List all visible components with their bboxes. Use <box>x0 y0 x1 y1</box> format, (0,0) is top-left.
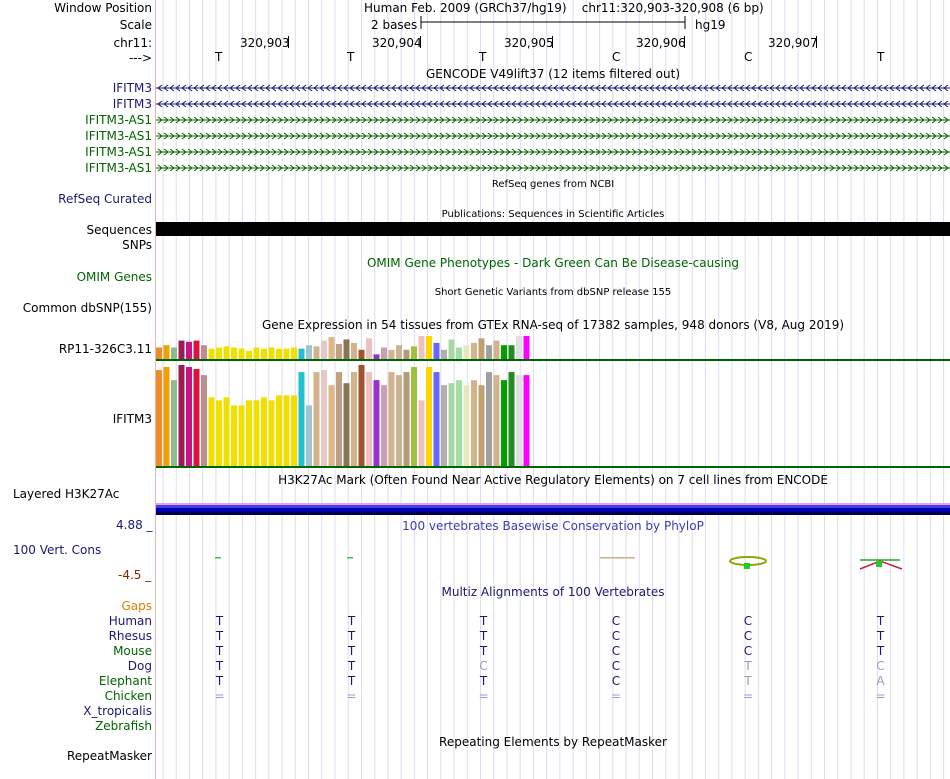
multiz-base: T <box>215 629 224 643</box>
gtex-tissue-bar <box>464 345 470 359</box>
multiz-base: C <box>611 644 621 658</box>
gtex-tissue-bar <box>366 372 372 466</box>
gtex-tissue-bar <box>201 345 207 359</box>
gtex-tissue-bar <box>479 338 485 359</box>
gtex-tissue-bar <box>276 395 282 466</box>
gtex-tissue-bar <box>374 380 380 466</box>
gtex-tissue-bar <box>186 367 192 466</box>
multiz-base: C <box>743 644 753 658</box>
gtex-tissue-bar <box>224 346 230 359</box>
multiz-base: C <box>611 629 621 643</box>
gtex-tissue-bar <box>449 339 455 359</box>
multiz-base: A <box>876 674 885 688</box>
gtex-tissue-bar <box>306 405 312 466</box>
gtex-tissue-bar <box>516 336 522 359</box>
gtex-tissue-bar <box>291 395 297 466</box>
multiz-base: T <box>215 674 224 688</box>
multiz-base: C <box>479 659 488 673</box>
multiz-base: = <box>610 689 622 703</box>
gtex-tissue-bar <box>276 349 282 359</box>
gtex-tissue-bar <box>426 367 432 466</box>
gtex-tissue-bar <box>246 400 252 466</box>
gtex-tissue-bar <box>336 372 342 466</box>
multiz-species-label[interactable]: Rhesus <box>108 629 152 643</box>
multiz-base: C <box>743 629 753 643</box>
phylop-score-mark <box>215 557 221 559</box>
multiz-base: = <box>214 689 225 703</box>
gtex-tissue-bar <box>509 345 515 359</box>
multiz-base: = <box>346 689 357 703</box>
phylop-score-mark <box>347 557 353 559</box>
h3k27ac-signal <box>156 503 950 505</box>
gencode-gene-label[interactable]: IFITM3-AS1 <box>85 145 152 159</box>
phylop-max-label: 4.88 _ <box>116 518 153 532</box>
gencode-gene-label[interactable]: IFITM3 <box>112 97 152 111</box>
publications-track-label[interactable]: Sequences <box>86 223 152 237</box>
ref-base: T <box>215 50 223 64</box>
gtex-tissue-bar <box>314 372 320 466</box>
gtex-tissue-bar <box>359 350 365 359</box>
gtex-tissue-bar <box>411 367 417 466</box>
gtex-tissue-bar <box>389 372 395 466</box>
chrom-label: chr11: <box>113 36 152 50</box>
multiz-base: = <box>478 689 489 703</box>
gtex-tissue-bar <box>179 341 185 359</box>
gtex-tissue-bar <box>194 341 200 359</box>
gtex-tissue-bar <box>209 397 215 466</box>
gtex-tissue-bar <box>299 372 305 466</box>
gtex-tissue-bar <box>509 372 515 466</box>
gtex-tissue-bar <box>314 346 320 359</box>
gtex-tissue-bar <box>471 343 477 359</box>
multiz-base: = <box>742 689 754 703</box>
multiz-base: T <box>876 629 885 643</box>
gtex-tissue-bar <box>501 345 507 359</box>
gtex-tissue-bar <box>389 350 395 359</box>
ref-base: T <box>347 50 355 64</box>
gtex-tissue-bar <box>231 348 237 360</box>
gtex-tissue-bar <box>351 372 357 466</box>
snps-track-label[interactable]: SNPs <box>122 238 152 252</box>
gtex-tissue-bar <box>344 339 350 359</box>
multiz-base: T <box>215 644 224 658</box>
gtex-tissue-bar <box>359 365 365 466</box>
h3k27ac-signal <box>156 512 950 515</box>
gtex-tissue-bar <box>441 385 447 466</box>
phylop-track-label[interactable]: 100 Vert. Cons <box>13 543 102 557</box>
multiz-base: C <box>743 614 753 628</box>
multiz-species-label[interactable]: Human <box>108 614 152 628</box>
gtex-tissue-bar <box>224 397 230 466</box>
gtex-tissue-bar <box>284 395 290 466</box>
phylop-track-title[interactable]: 100 vertebrates Basewise Conservation by PhyloP <box>402 519 704 533</box>
h3k27ac-signal <box>156 508 950 512</box>
gtex-tissue-bar <box>456 380 462 466</box>
gtex-tissue-bar <box>471 380 477 466</box>
multiz-base: T <box>215 614 224 628</box>
h3k27ac-signal <box>156 505 950 508</box>
multiz-base: C <box>876 659 885 673</box>
gtex-tissue-bar <box>441 350 447 359</box>
gtex-tissue-bar <box>209 349 215 359</box>
gtex-tissue-bar <box>494 375 500 466</box>
window-position-text: Human Feb. 2009 (GRCh37/hg19) chr11:320,903-320,908 (6 bp) <box>364 1 764 15</box>
gtex-gene-label[interactable]: RP11-326C3.11 <box>58 342 152 356</box>
gtex-tissue-bar <box>381 348 387 360</box>
gtex-tissue-bar <box>171 380 177 466</box>
multiz-base: T <box>479 644 488 658</box>
gtex-tissue-bar <box>404 372 410 466</box>
multiz-base: T <box>347 674 356 688</box>
gtex-tissue-bar <box>366 338 372 359</box>
refseq-track-label[interactable]: RefSeq Curated <box>58 192 152 206</box>
ref-base: C <box>612 50 621 64</box>
multiz-species-label[interactable]: X_tropicalis <box>83 704 152 718</box>
phylop-score-mark <box>744 563 750 569</box>
coord-label: 320,903 <box>240 36 290 50</box>
refseq-track-title[interactable]: RefSeq genes from NCBI <box>491 179 615 190</box>
gtex-tissue-bar <box>306 345 312 359</box>
gtex-tissue-bar <box>479 385 485 466</box>
gtex-tissue-bar <box>321 370 327 466</box>
gtex-tissue-bar <box>171 348 177 360</box>
multiz-base: C <box>611 674 621 688</box>
scale-text: 2 bases <box>371 18 418 32</box>
gtex-tissue-bar <box>351 343 357 359</box>
gtex-tissue-bar <box>239 405 245 466</box>
multiz-base: = <box>875 689 886 703</box>
gtex-tissue-bar <box>254 348 260 360</box>
multiz-base: T <box>479 674 488 688</box>
gtex-tissue-bar <box>344 383 350 466</box>
gtex-tissue-bar <box>299 349 305 359</box>
multiz-track-title[interactable]: Multiz Alignments of 100 Vertebrates <box>441 585 665 599</box>
ref-base: C <box>744 50 753 64</box>
gtex-track-title[interactable]: Gene Expression in 54 tissues from GTEx RNA-seq of 17382 samples, 948 donors (V8, Aug 2019) <box>261 318 845 332</box>
gtex-tissue-bar <box>246 351 252 359</box>
coord-label: 320,904 <box>372 36 422 50</box>
coord-label: 320,906 <box>636 36 686 50</box>
gtex-tissue-bar <box>336 344 342 359</box>
ref-base: T <box>479 50 487 64</box>
multiz-species-label[interactable]: Dog <box>127 659 152 673</box>
gencode-gene-label[interactable]: IFITM3-AS1 <box>85 113 152 127</box>
multiz-base: T <box>347 614 356 628</box>
multiz-base: T <box>215 659 224 673</box>
gtex-tissue-bar <box>216 400 222 466</box>
dbsnp-track-label[interactable]: Common dbSNP(155) <box>22 301 152 315</box>
multiz-base: T <box>479 629 488 643</box>
ref-base: T <box>877 50 885 64</box>
gtex-tissue-bar <box>374 354 380 359</box>
omim-track-label[interactable]: OMIM Genes <box>76 270 152 284</box>
coord-label: 320,907 <box>768 36 818 50</box>
gtex-tissue-bar <box>404 350 410 359</box>
gtex-tissue-bar <box>329 337 335 359</box>
gtex-tissue-bar <box>524 375 530 466</box>
gtex-tissue-bar <box>329 385 335 466</box>
multiz-species-label[interactable]: Elephant <box>98 674 152 688</box>
gtex-tissue-bar <box>156 348 162 360</box>
gtex-tissue-bar <box>434 343 440 359</box>
multiz-base: T <box>876 614 885 628</box>
gtex-tissue-bar <box>449 383 455 466</box>
gtex-tissue-bar <box>239 349 245 359</box>
gencode-gene-label[interactable]: IFITM3-AS1 <box>85 129 152 143</box>
multiz-base: T <box>347 659 356 673</box>
window-position-label: Window Position <box>54 1 152 15</box>
gtex-tissue-bar <box>456 348 462 360</box>
gtex-tissue-bar <box>231 405 237 466</box>
strand-label: ---> <box>128 51 152 65</box>
multiz-species-label[interactable]: Zebrafish <box>95 719 152 733</box>
gencode-track-title[interactable]: GENCODE V49lift37 (12 items filtered out) <box>425 67 680 81</box>
publications-sequence-bar <box>156 222 950 236</box>
h3k27ac-track-title[interactable]: H3K27Ac Mark (Often Found Near Active Regulatory Elements) on 7 cell lines from ENCODE <box>278 473 828 487</box>
multiz-species-label[interactable]: Mouse <box>113 644 152 658</box>
gtex-tissue-bar <box>464 385 470 466</box>
gtex-tissue-bar <box>164 345 170 359</box>
multiz-base: T <box>479 614 488 628</box>
gencode-gene-label[interactable]: IFITM3 <box>112 81 152 95</box>
phylop-score-mark <box>600 557 635 559</box>
multiz-base: T <box>744 674 752 688</box>
gtex-tissue-bar <box>524 336 530 359</box>
phylop-score-mark <box>876 561 882 567</box>
gtex-tissue-bar <box>419 400 425 466</box>
gtex-tissue-bar <box>284 349 290 359</box>
omim-track-title[interactable]: OMIM Gene Phenotypes - Dark Green Can Be Disease-causing <box>366 256 740 270</box>
repeatmasker-track-label[interactable]: RepeatMasker <box>66 749 152 763</box>
multiz-base: T <box>876 644 885 658</box>
gtex-tissue-bar <box>486 372 492 466</box>
coord-label: 320,905 <box>504 36 554 50</box>
gtex-tissue-bar <box>321 341 327 359</box>
gtex-tissue-bar <box>261 397 267 466</box>
gtex-tissue-bar <box>186 342 192 359</box>
multiz-base: C <box>611 659 621 673</box>
gtex-tissue-bar <box>201 375 207 466</box>
gtex-tissue-bar <box>381 385 387 466</box>
gtex-tissue-bar <box>501 380 507 466</box>
dbsnp-track-title[interactable]: Short Genetic Variants from dbSNP release 155 <box>434 287 672 298</box>
gtex-tissue-bar <box>179 365 185 466</box>
gtex-tissue-bar <box>516 375 522 466</box>
repeatmasker-track-title[interactable]: Repeating Elements by RepeatMasker <box>439 735 667 749</box>
gtex-tissue-bar <box>486 345 492 359</box>
gtex-tissue-bar <box>164 367 170 466</box>
gencode-gene-label[interactable]: IFITM3-AS1 <box>85 161 152 175</box>
gtex-tissue-bar <box>494 341 500 359</box>
gtex-tissue-bar <box>411 346 417 359</box>
multiz-base: T <box>744 659 752 673</box>
scale-assembly: hg19 <box>695 18 726 32</box>
multiz-species-label[interactable]: Chicken <box>104 689 152 703</box>
multiz-gaps-label[interactable]: Gaps <box>121 599 152 613</box>
publications-track-title[interactable]: Publications: Sequences in Scientific Articles <box>441 209 665 220</box>
multiz-base: T <box>347 644 356 658</box>
multiz-base: C <box>611 614 621 628</box>
gtex-tissue-bar <box>156 370 162 466</box>
gtex-tissue-bar <box>194 369 200 466</box>
h3k27ac-track-label[interactable]: Layered H3K27Ac <box>13 487 120 501</box>
gtex-tissue-bar <box>216 348 222 360</box>
gtex-tissue-bar <box>269 348 275 360</box>
gtex-tissue-bar <box>291 348 297 360</box>
multiz-base: T <box>347 629 356 643</box>
gtex-tissue-bar <box>269 400 275 466</box>
gtex-tissue-bar <box>261 349 267 359</box>
gtex-tissue-bar <box>396 375 402 466</box>
gtex-tissue-bar <box>396 345 402 359</box>
gtex-tissue-bar <box>419 336 425 359</box>
scale-label: Scale <box>119 18 152 32</box>
gtex-gene-label[interactable]: IFITM3 <box>112 412 152 426</box>
gtex-tissue-bar <box>434 372 440 466</box>
phylop-min-label: -4.5 _ <box>118 568 152 582</box>
gtex-tissue-bar <box>254 400 260 466</box>
gtex-tissue-bar <box>426 336 432 359</box>
